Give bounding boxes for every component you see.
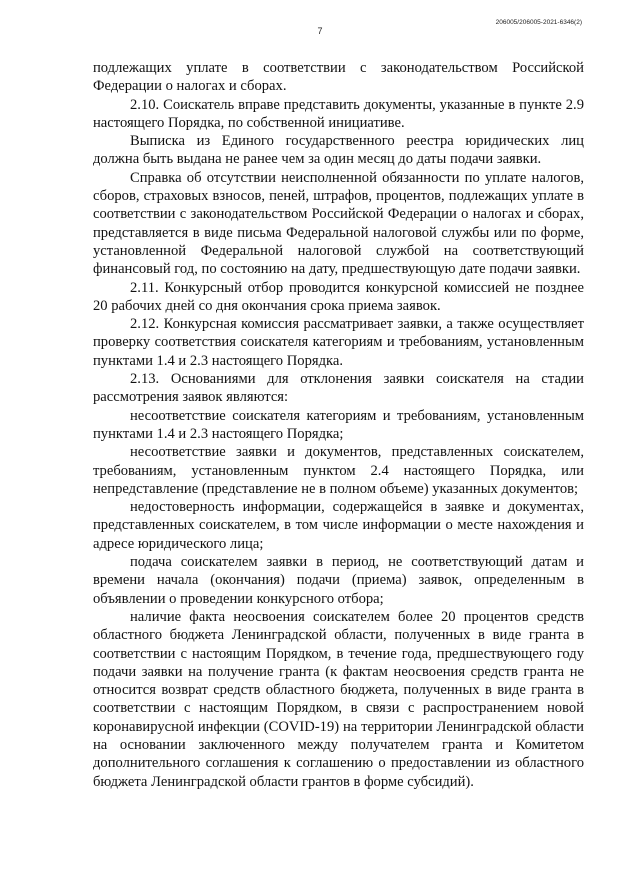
paragraph-egrul-extract: Выписка из Единого государственного реестра юридических лиц должна быть выдана не ранее чем за один месяц до даты подачи заявки. — [93, 133, 584, 168]
paragraph-2-13: 2.13. Основаниями для отклонения заявки соискателя на стадии рассмотрения заявок являются: — [93, 371, 584, 406]
rejection-ground-documents: несоответствие заявки и документов, представленных соискателем, требованиям, установленным пунктом 2.4 настоящего Порядка, или непредставление (представление не в полном объеме) указанных документов; — [93, 444, 584, 497]
paragraph-tax-certificate: Справка об отсутствии неисполненной обязанности по уплате налогов, сборов, страховых взносов, пеней, штрафов, процентов, подлежащих уплате в соответствии с законодательством Российской Федерации о налогах и сборах, представляется в виде письма Федеральной налоговой службы или по форме, установленной Федеральной налоговой службой на соответствующий финансовый год, по состоянию на дату, предшествующую дате подачи заявки. — [93, 169, 584, 278]
rejection-ground-false-info: недостоверность информации, содержащейся в заявке и документах, представленных соискателем, в том числе информации о месте нахождения и адресе юридического лица; — [93, 499, 584, 552]
page-number: 7 — [317, 26, 323, 36]
document-code: 206005/206005-2021-6346(2) — [495, 19, 582, 26]
paragraph-2-11: 2.11. Конкурсный отбор проводится конкурсной комиссией не позднее 20 рабочих дней со дня окончания срока приема заявок. — [93, 279, 584, 314]
rejection-ground-unspent-funds: наличие факта неосвоения соискателем более 20 процентов средств областного бюджета Ленинградской области, полученных в виде гранта в соответствии с настоящим Порядком, в течение года, предшествующего году подачи заявки на получение гранта (к фактам неосвоения средств гранта не относится возврат средств областного бюджета, полученных в виде гранта в соответствии с настоящим Порядком, в связи с распространением новой коронавирусной инфекции (COVID-19) на территории Ленинградской области на основании заключенного между получателем гранта и Комитетом дополнительного соглашения к соглашению о предоставлении из областного бюджета Ленинградской области грантов в форме субсидий). — [93, 608, 584, 790]
rejection-ground-category: несоответствие соискателя категориям и требованиям, установленным пунктами 1.4 и 2.3 настоящего Порядка; — [93, 407, 584, 442]
paragraph-continuation: подлежащих уплате в соответствии с законодательством Российской Федерации о налогах и сборах. — [93, 60, 584, 95]
document-body — [93, 59, 584, 791]
paragraph-2-12: 2.12. Конкурсная комиссия рассматривает заявки, а также осуществляет проверку соответствия соискателя категориям и требованиям, установленным пунктами 1.4 и 2.3 настоящего Порядка. — [93, 316, 584, 369]
rejection-ground-late-submission: подача соискателем заявки в период, не соответствующий датам и времени начала (окончания) подачи (приема) заявок, определенным в объявлении о проведении конкурсного отбора; — [93, 554, 584, 607]
paragraph-2-10: 2.10. Соискатель вправе представить документы, указанные в пункте 2.9 настоящего Порядка, по собственной инициативе. — [93, 96, 584, 131]
